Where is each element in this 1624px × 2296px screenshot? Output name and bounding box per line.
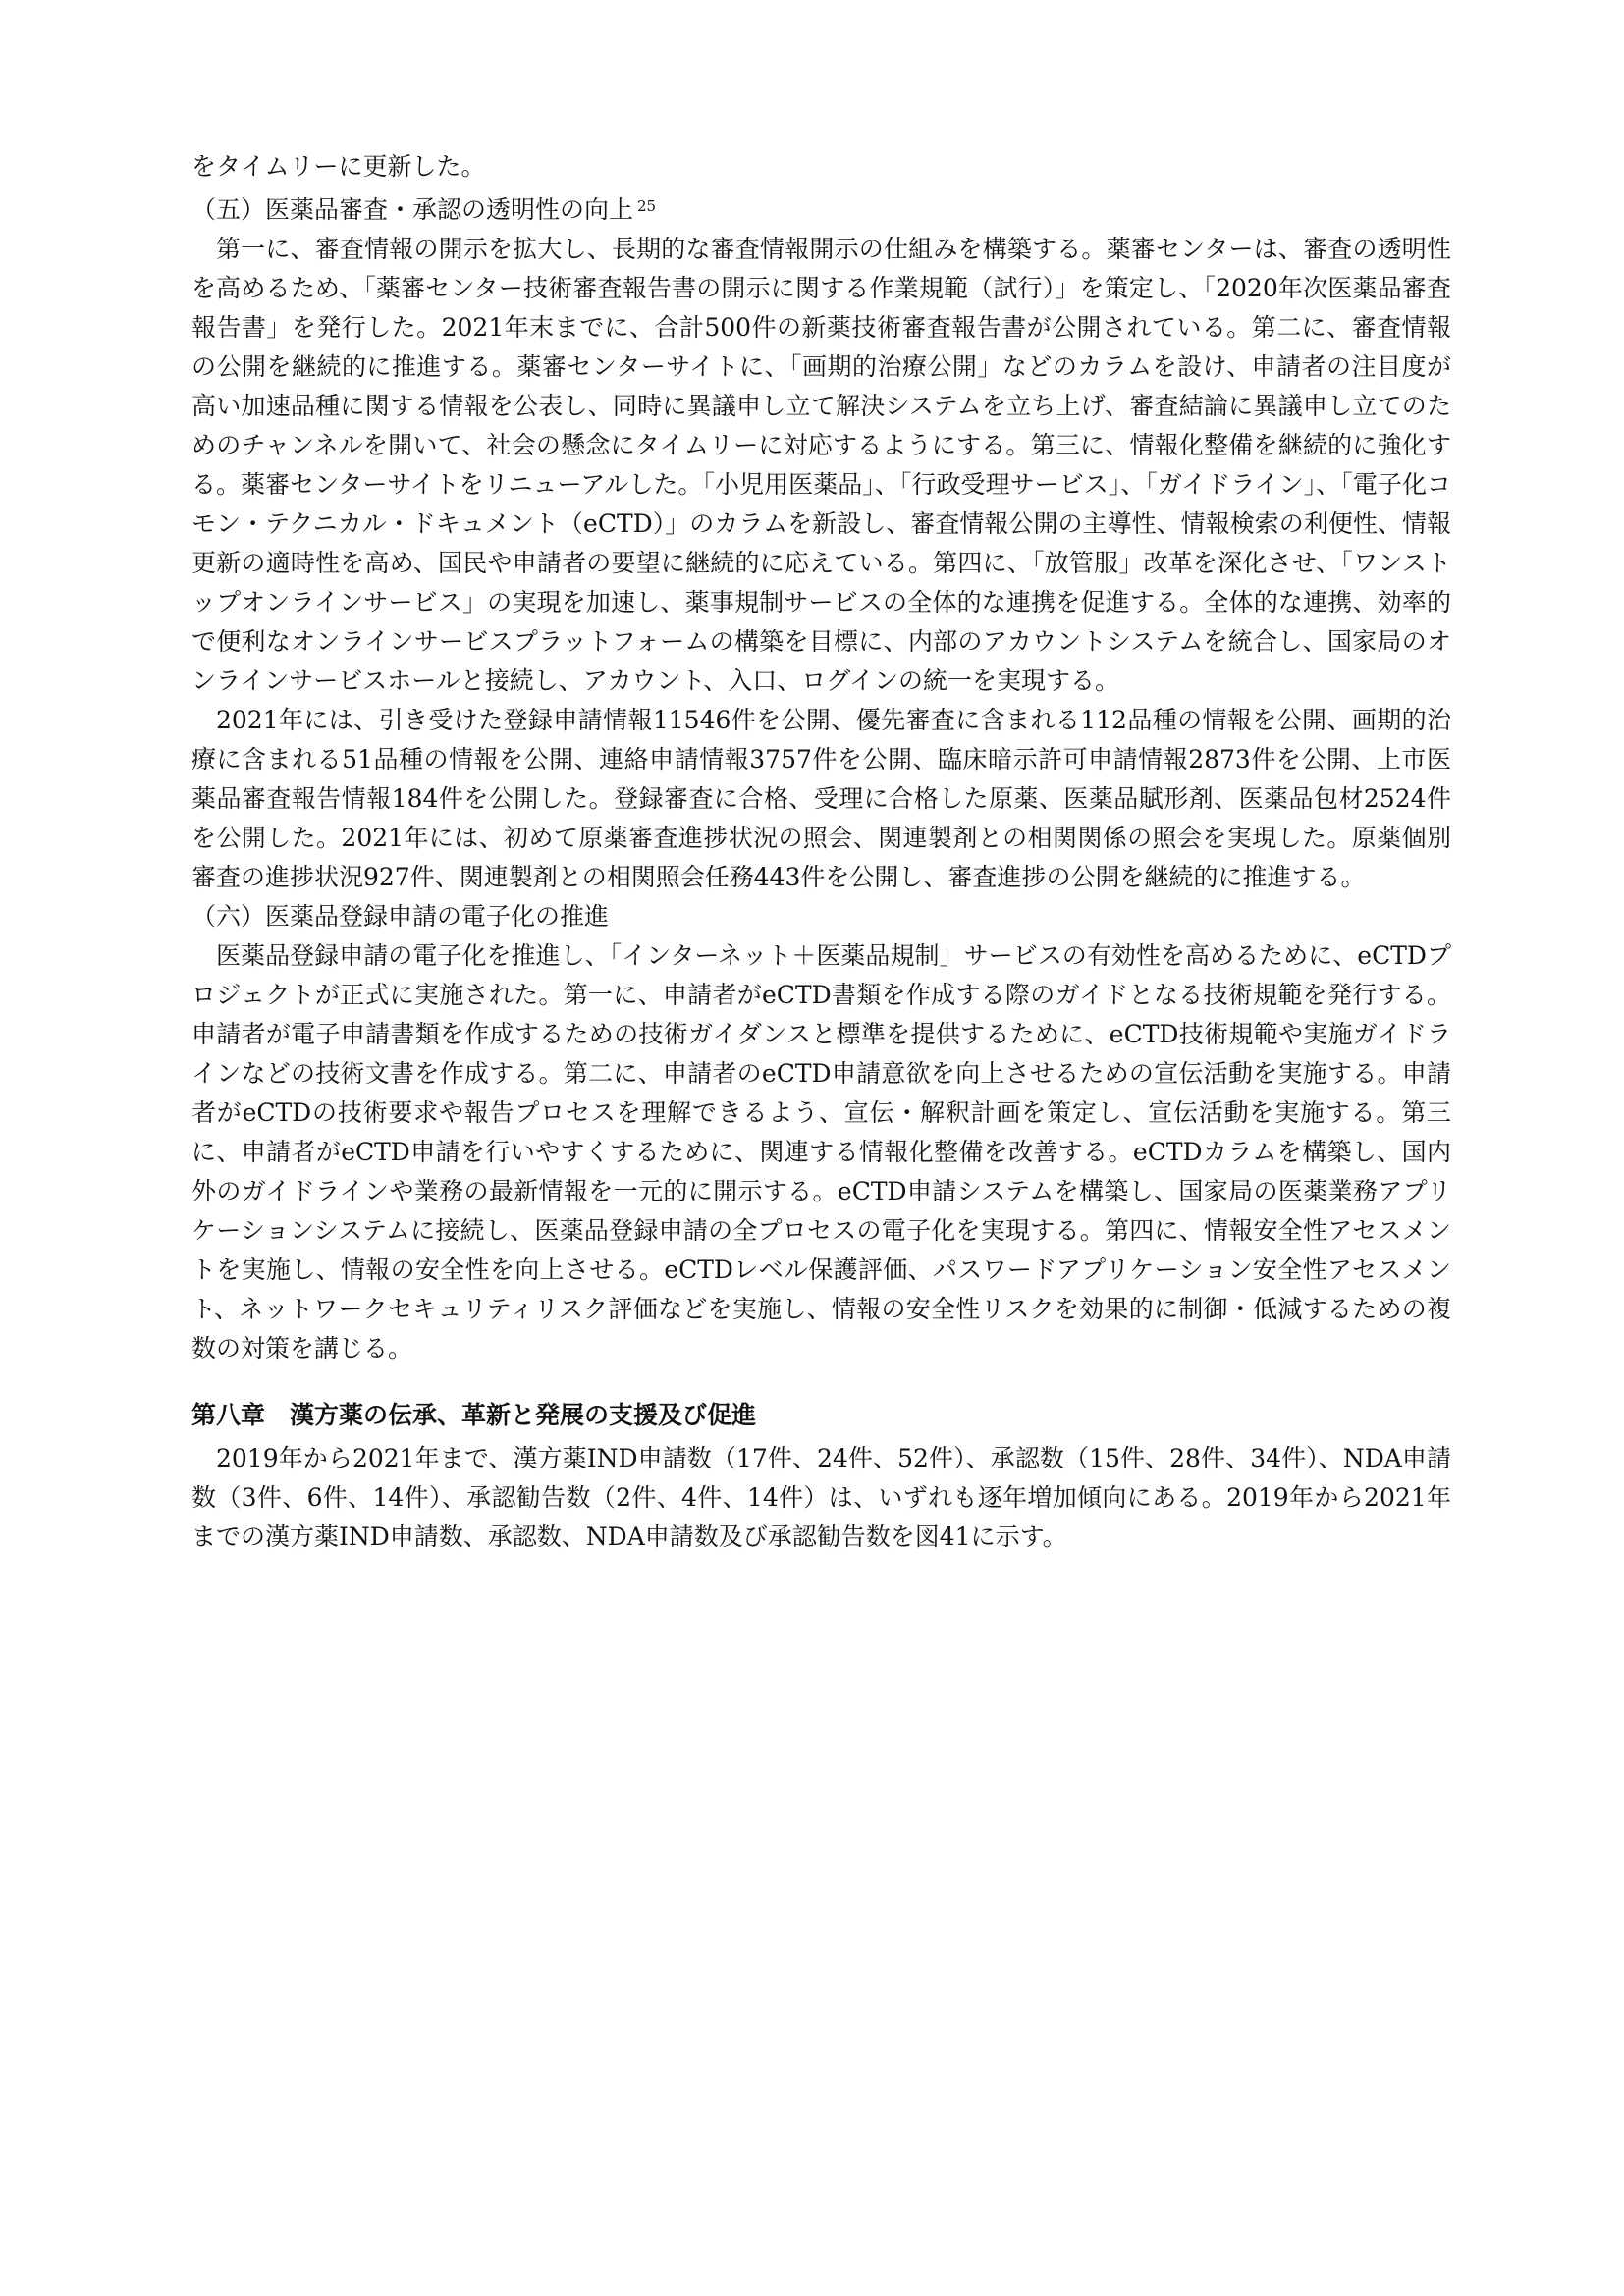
paragraph-ectd-promotion: 医薬品登録申請の電子化を推進し、「インターネット＋医薬品規制」サービスの有効性を高めるために、eCTDプロジェクトが正式に実施された。第一に、申請者がeCTD書類を作成する際のガイドとなる技術規範を発行する。申請者が電子申請書類を作成するための技術ガイダンスと標準を提供するために、eCTD技術規範や実施ガイドラインなどの技術文書を作成する。第二に、申請者のeCTD申請意欲を向上させるための宣伝活動を実施する。申請者がeCTDの技術要求や報告プロセスを理解できるよう、宣伝・解釈計画を策定し、宣伝活動を実施する。第三に、申請者がeCTD申請を行いやすくするために、関連する情報化整備を改善する。eCTDカラムを構築し、国内外のガイドラインや業務の最新情報を一元的に開示する。eCTD申請システムを構築し、国家局の医薬業務アプリケーションシステムに接続し、医薬品登録申請の全プロセスの電子化を実現する。第四に、情報安全性アセスメントを実施し、情報の安全性を向上させる。eCTDレベル保護評価、パスワードアプリケーション安全性アセスメント、ネットワークセキュリティリスク評価などを実施し、情報の安全性リスクを効果的に制御・低減するための複数の対策を講じる。 (191, 941, 1451, 1362)
footnote-reference: 25 (637, 197, 657, 215)
section-heading-text: （五）医薬品審査・承認の透明性の向上 (191, 195, 634, 224)
chapter-heading-kampo: 第八章 漢方薬の伝承、革新と発展の支援及び促進 (191, 1401, 757, 1429)
paragraph-kampo-stats: 2019年から2021年まで、漢方薬IND申請数（17件、24件、52件）、承認数（15件、28件、34件）、NDA申請数（3件、6件、14件）、承認勧告数（2件、4件、14件）は、いずれも逐年増加傾向にある。2019年から2021年までの漢方薬IND申請数、承認数、NDA申請数及び承認勧告数を図41に示す。 (191, 1444, 1451, 1551)
document-page (191, 147, 1451, 1557)
paragraph-2021-disclosure-stats: 2021年には、引き受けた登録申請情報11546件を公開、優先審査に含まれる112品種の情報を公開、画期的治療に含まれる51品種の情報を公開、連絡申請情報3757件を公開、臨床暗示許可申請情報2873件を公開、上市医薬品審査報告情報184件を公開した。登録審査に合格、受理に合格した原薬、医薬品賦形剤、医薬品包材2524件を公開した。2021年には、初めて原薬審査進捗状況の照会、関連製剤との相関関係の照会を実現した。原薬個別審査の進捗状況927件、関連製剤との相関照会任務443件を公開し、審査進捗の公開を継続的に推進する。 (191, 706, 1451, 891)
section-heading-transparency (191, 190, 1451, 230)
continuation-text: をタイムリーに更新した。 (191, 152, 486, 181)
paragraph-review-disclosure: 第一に、審査情報の開示を拡大し、長期的な審査情報開示の仕組みを構築する。薬審センターは、審査の透明性を高めるため、「薬審センター技術審査報告書の開示に関する作業規範（試行）」を策定し、「2020年次医薬品審査報告書」を発行した。2021年末までに、合計500件の新薬技術審査報告書が公開されている。第二に、審査情報の公開を継続的に推進する。薬審センターサイトに、「画期的治療公開」などのカラムを設け、申請者の注目度が高い加速品種に関する情報を公表し、同時に異議申し立て解決システムを立ち上げ、審査結論に異議申し立てのためのチャンネルを開いて、社会の懸念にタイムリーに対応するようにする。第三に、情報化整備を継続的に強化する。薬審センターサイトをリニューアルした。「小児用医薬品」、「行政受理サービス」、「ガイドライン」、「電子化コモン・テクニカル・ドキュメント（eCTD）」のカラムを新設し、審査情報公開の主導性、情報検索の利便性、情報更新の適時性を高め、国民や申請者の要望に継続的に応えている。第四に、「放管服」改革を深化させ、「ワンストップオンラインサービス」の実現を加速し、薬事規制サービスの全体的な連携を促進する。全体的な連携、効率的で便利なオンラインサービスプラットフォームの構築を目標に、内部のアカウントシステムを統合し、国家局のオンラインサービスホールと接続し、アカウント、入口、ログインの統一を実現する。 (191, 235, 1451, 695)
section-heading-ectd: （六）医薬品登録申請の電子化の推進 (191, 902, 610, 931)
